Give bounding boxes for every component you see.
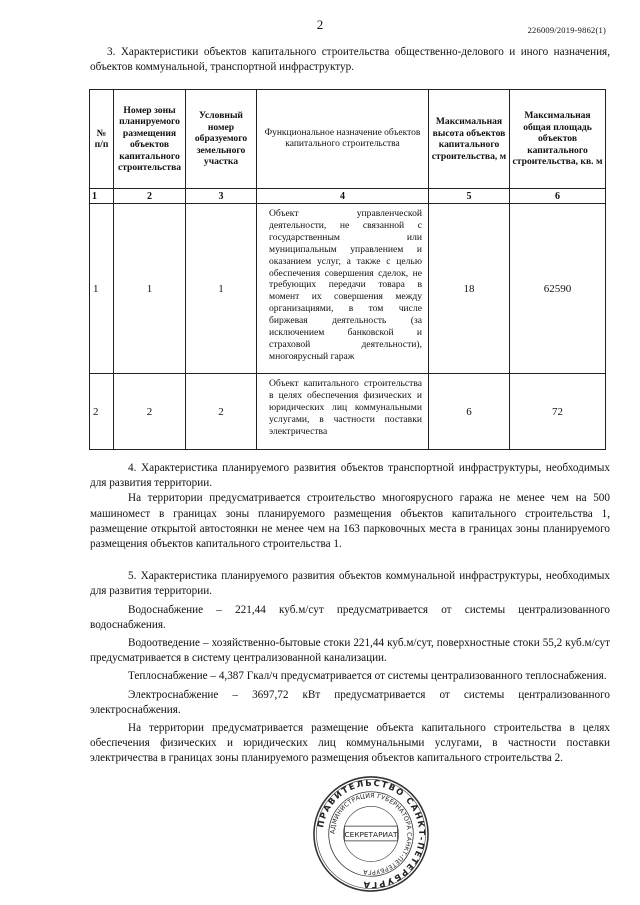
column-number: 5	[429, 189, 510, 204]
section-5-heading: 5. Характеристика планируемого развития объектов коммунальной инфраструктуры, необходимых для развития территории.	[90, 570, 610, 598]
row-height: 18	[429, 204, 510, 374]
row-area: 62590	[510, 204, 606, 374]
column-number: 1	[90, 189, 114, 204]
header-zone: Номер зоны планируемого размещения объектов капитального строительства	[114, 90, 186, 189]
document-code: 226009/2019-9862(1)	[527, 25, 606, 35]
row-purpose: Объект управленческой деятельности, не связанной с государственным или муниципальным управлением и оказанием услуг, а также с целью обеспечения совершения сделок, не требующих передачи товара в момент их совершения между организациями, в том числе биржевая деятельность (за исключением банковской и страховой деятельности), многоярусный гараж	[257, 204, 429, 374]
stamp-inner-text: АДМИНИСТРАЦИЯ ГУБЕРНАТОРА САНКТ-ПЕТЕРБУРГА	[329, 792, 413, 876]
row-area: 72	[510, 374, 606, 450]
row-plot: 1	[186, 204, 257, 374]
row-num: 2	[90, 374, 114, 450]
header-area: Максимальная общая площадь объектов капитального строительства, кв. м	[510, 90, 606, 189]
placement-text: На территории предусматривается размещение объекта капитального строительства в целях обеспечения физических и юридических лиц коммунальными услугами, в частности поставки электричества в границах зоны планируемого размещения объектов капитального строительства 2.	[90, 722, 610, 765]
table-header-row	[90, 90, 606, 189]
heat-supply-text: Теплоснабжение – 4,387 Гкал/ч предусматривается от системы централизованного теплоснабжения.	[128, 670, 607, 683]
column-number: 6	[510, 189, 606, 204]
row-height: 6	[429, 374, 510, 450]
section-3-heading: 3. Характеристики объектов капитального строительства общественно-делового и иного назначения, объектов коммунальной, транспортной инфраструктур.	[90, 46, 610, 73]
header-purpose: Функциональное назначение объектов капитального строительства	[257, 90, 429, 189]
header-num: № п/п	[90, 90, 114, 189]
table-row	[90, 374, 606, 450]
row-purpose: Объект капитального строительства в целях обеспечения физических и юридических лиц коммунальными услугами, в частности поставки электричества	[257, 374, 429, 450]
column-number-row	[90, 189, 606, 204]
row-zone: 1	[114, 204, 186, 374]
column-number: 4	[257, 189, 429, 204]
section-4-heading: 4. Характеристика планируемого развития объектов транспортной инфраструктуры, необходимых для развития территории.	[90, 462, 610, 490]
body-text	[90, 461, 610, 767]
water-supply-text: Водоснабжение – 221,44 куб.м/сут предусматривается от системы централизованного водоснабжения.	[90, 603, 610, 631]
header-plot: Условный номер образуемого земельного участка	[186, 90, 257, 189]
row-num: 1	[90, 204, 114, 374]
table-row	[90, 204, 606, 374]
stamp-center-text: СЕКРЕТАРИАТ	[344, 829, 398, 839]
column-number: 3	[186, 189, 257, 204]
stamp-outer-text: ПРАВИТЕЛЬСТВО САНКТ-ПЕТЕРБУРГА	[315, 777, 428, 891]
sewage-text: Водоотведение – хозяйственно-бытовые стоки 221,44 куб.м/сут, поверхностные стоки 55,2 куб.м/сут предусматривается в систему централизованной канализации.	[90, 637, 610, 665]
row-zone: 2	[114, 374, 186, 450]
official-stamp	[312, 775, 430, 893]
row-plot: 2	[186, 374, 257, 450]
power-supply-text: Электроснабжение – 3697,72 кВт предусматривается от системы централизованного электроснабжения.	[90, 688, 610, 716]
header-height: Максимальная высота объектов капитального строительства, м	[429, 90, 510, 189]
section-4-text: На территории предусматривается строительство многоярусного гаража не менее чем на 500 машиномест в границах зоны планируемого размещения объектов капитального строительства 1, размещение открытой автостоянки не менее чем на 163 парковочных места в границах зоны планируемого размещения объектов капитального строительства 1.	[90, 492, 610, 551]
page-number: 2	[316, 17, 324, 32]
characteristics-table	[89, 89, 606, 450]
column-number: 2	[114, 189, 186, 204]
